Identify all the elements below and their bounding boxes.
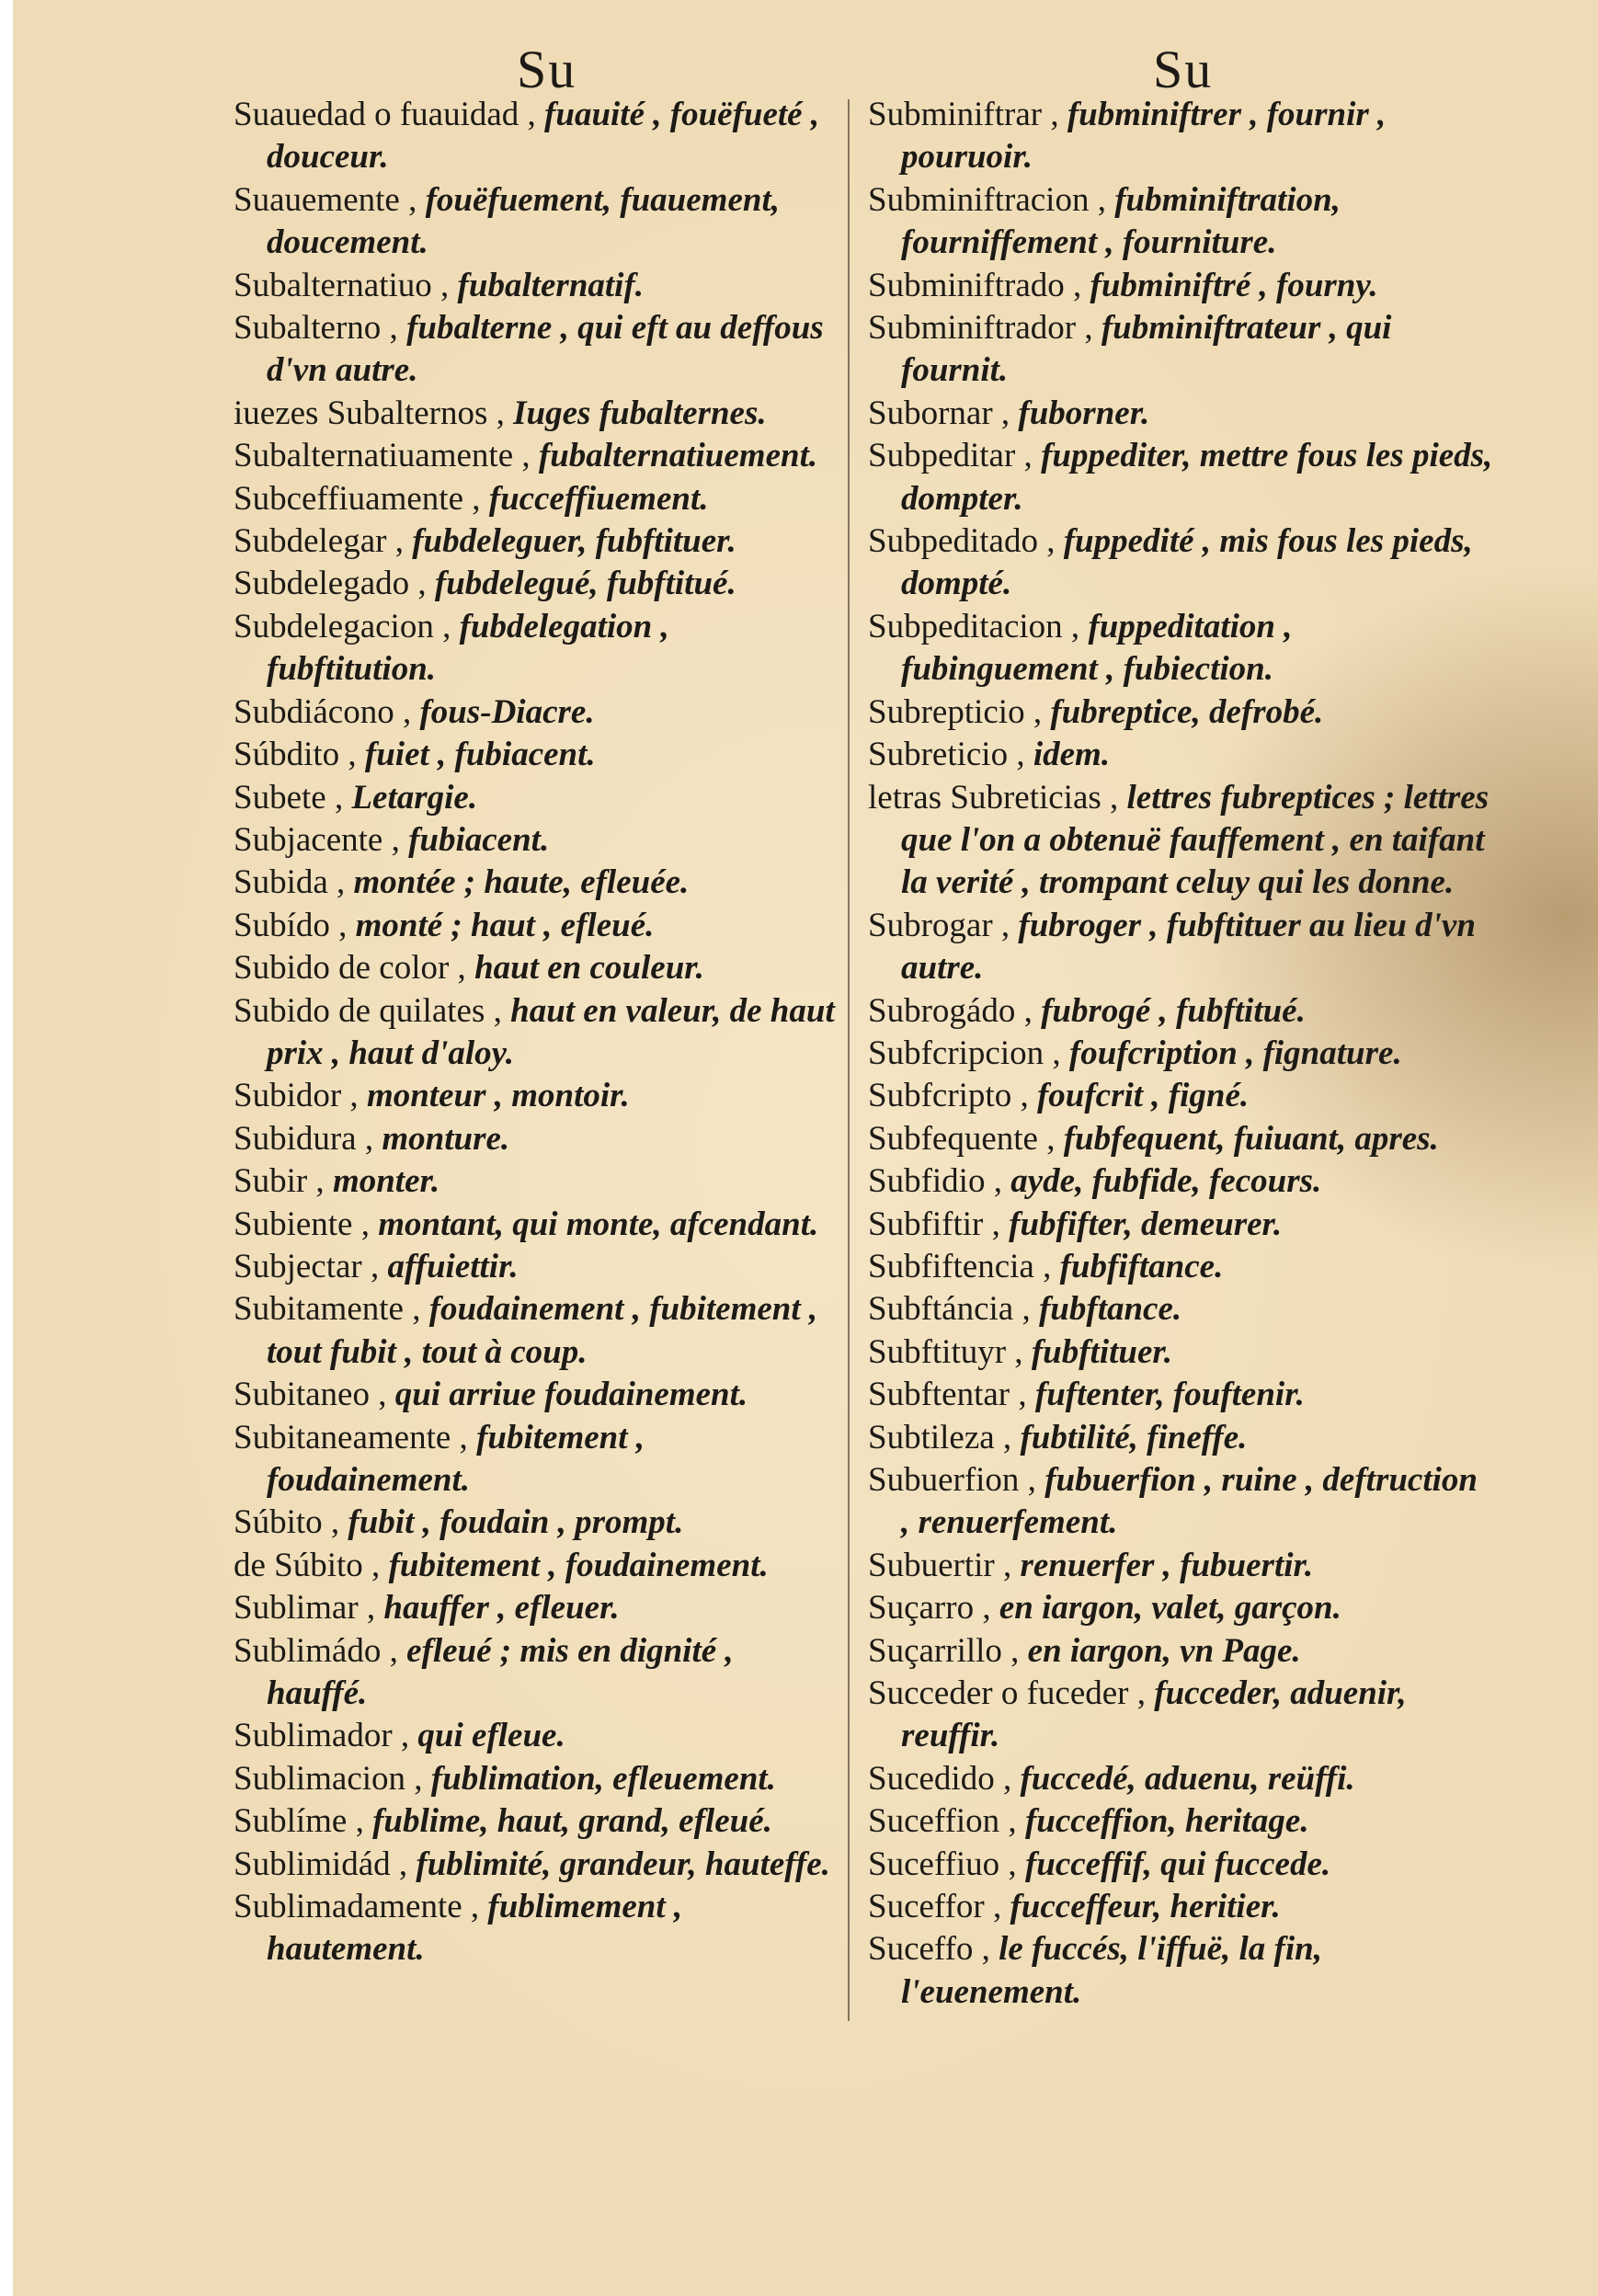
spanish-headword: Subfcripcion , [868,1034,1061,1072]
dictionary-entry [234,947,836,989]
dictionary-entry [234,435,836,477]
spanish-headword: Subjacente , [234,820,400,859]
french-translation: fublime, haut, grand, efleué. [372,1802,772,1841]
spanish-headword: Subidor , [234,1077,359,1115]
spanish-headword: Sublíme , [234,1802,364,1841]
french-translation: montée ; haute, efleuée. [353,863,690,902]
spanish-headword: Subuertir , [868,1546,1012,1584]
dictionary-entry [234,1587,836,1629]
spanish-headword: Subida , [234,863,346,902]
left-column [234,94,836,1971]
spanish-headword: Suceffion , [868,1802,1017,1841]
dictionary-entry [234,393,836,435]
dictionary-entry [868,1160,1493,1203]
dictionary-entry [234,1374,836,1416]
spanish-headword: Subdelegado , [234,565,427,603]
spanish-headword: Subfidio , [868,1162,1002,1201]
spanish-headword: Subpeditacion , [868,607,1080,645]
dictionary-entry [234,1545,836,1587]
dictionary-entry [868,393,1493,435]
dictionary-entry [868,691,1493,734]
dictionary-entry [234,1886,836,1971]
spanish-headword: Suauemente , [234,180,417,219]
french-translation: fubftance. [1038,1290,1182,1329]
spanish-headword: Subrogádo , [868,991,1033,1030]
dictionary-entry [868,1630,1493,1673]
spanish-headword: Subceffiuamente , [234,479,481,518]
dictionary-entry [234,563,836,605]
dictionary-entry [868,179,1493,265]
dictionary-entry [868,1928,1493,2014]
french-translation: fubdeleguer, fubftituer. [412,522,736,561]
french-translation: fous-Diacre. [419,692,595,731]
spanish-headword: Subdiácono , [234,692,412,731]
french-translation: fubfiftance. [1059,1247,1224,1285]
dictionary-entry [868,1246,1493,1288]
french-translation: efleué ; mis en dignité , hauffé. [267,1631,734,1713]
french-translation: fubitement , foudainement. [267,1418,645,1499]
french-translation: fubminiftrateur , qui fournit. [901,309,1392,390]
dictionary-entry [868,1758,1493,1800]
french-translation: fucceffif, qui fuccede. [1024,1845,1331,1883]
spanish-headword: Subrogar , [868,906,1010,944]
dictionary-entry [234,94,836,179]
spanish-headword: Suçarro , [868,1589,991,1628]
french-translation: fucceffeur, heritier. [1010,1888,1281,1926]
spanish-headword: Subalterno , [234,309,398,348]
dictionary-entry [868,1118,1493,1160]
dictionary-entry [234,1288,836,1374]
spanish-headword: Subminiftracion , [868,180,1106,219]
spanish-headword: letras Subreticias , [868,778,1119,817]
french-translation: idem. [1033,736,1111,774]
dictionary-entry [234,1417,836,1502]
dictionary-entry [234,1758,836,1800]
french-translation: monteur , montoir. [366,1077,630,1115]
dictionary-entry [234,307,836,393]
french-translation: ayde, fubfide, fecours. [1010,1162,1322,1201]
spanish-headword: Succeder o fuceder , [868,1674,1146,1713]
dictionary-entry [234,1075,836,1117]
dictionary-entry [868,1545,1493,1587]
column-divider [848,99,850,2021]
french-translation: fouëfuement, fuauement, doucement. [267,180,780,262]
french-translation: lettres fubreptices ; lettres que l'on a obtenuë fauffement , en taifant la verité , trompant celuy qui les donne. [901,778,1490,902]
french-translation: fuppedité , mis fous les pieds, dompté. [901,522,1473,603]
french-translation: fubfifter, demeurer. [1009,1205,1283,1243]
spanish-headword: Súbdito , [234,736,357,774]
dictionary-entry [868,1459,1493,1545]
spanish-headword: Subido de color , [234,949,466,988]
french-translation: fubitement , foudainement. [388,1546,769,1584]
french-translation: fucceffion, heritage. [1024,1802,1309,1841]
french-translation: montant, qui monte, afcendant. [378,1205,819,1243]
french-translation: fubiacent. [408,820,550,859]
french-translation: hauffer , efleuer. [383,1589,620,1628]
spanish-headword: Subalternatiuamente , [234,437,531,475]
spanish-headword: Subreticio , [868,736,1025,774]
dictionary-entry [234,1844,836,1886]
spanish-headword: Sublimacion , [234,1759,423,1798]
french-translation: fubminiftré , fourny. [1090,266,1378,304]
french-translation: fubdelegué, fubftitué. [434,565,736,603]
dictionary-entry [868,990,1493,1033]
spanish-headword: Subpeditado , [868,522,1056,561]
dictionary-entry [868,1800,1493,1843]
running-head-right: Su [1153,40,1214,99]
french-translation: foudainement , fubitement , tout fubit , tout à coup. [267,1290,818,1371]
dictionary-entry [234,1160,836,1203]
dictionary-entry [234,179,836,265]
spanish-headword: Subrepticio , [868,692,1043,731]
spanish-headword: Subdelegacion , [234,607,451,645]
french-translation: fuiet , fubiacent. [364,736,596,774]
spanish-headword: Subftáncia , [868,1290,1031,1329]
spanish-headword: Suceffiuo , [868,1845,1017,1883]
spanish-headword: Subftentar , [868,1376,1027,1414]
spanish-headword: Subete , [234,778,344,817]
french-translation: Letargie. [351,778,478,817]
spanish-headword: Subminiftrar , [868,96,1059,133]
spanish-headword: de Súbito , [234,1546,381,1584]
dictionary-entry [234,1630,836,1716]
french-translation: monter. [332,1162,440,1201]
spanish-headword: iuezes Subalternos , [234,394,505,432]
dictionary-entry [868,1331,1493,1374]
right-column [868,94,1493,2014]
dictionary-entry [868,606,1493,691]
dictionary-entry [868,1288,1493,1331]
dictionary-entry [234,1502,836,1544]
spanish-headword: Suauedad o fuauidad , [234,96,536,133]
spanish-headword: Subitaneamente , [234,1418,468,1456]
french-translation: fucceder, aduenir, reuffir. [901,1674,1407,1755]
french-translation: fuftenter, fouftenir. [1034,1376,1305,1414]
french-translation: haut en valeur, de haut prix , haut d'aloy. [267,991,835,1072]
spanish-headword: Subftituyr , [868,1332,1023,1371]
french-translation: fubminiftrer , fournir , pouruoir. [901,96,1387,177]
dictionary-entry [234,990,836,1076]
spanish-headword: Subminiftrado , [868,266,1082,304]
french-translation: fubit , foudain , prompt. [348,1503,684,1542]
spanish-headword: Subdelegar , [234,522,404,561]
dictionary-entry [234,905,836,947]
french-translation: fubalterne , qui eft au deffous d'vn autre. [267,309,824,390]
french-translation: fubtilité, fineffe. [1020,1418,1248,1456]
dictionary-entry [234,777,836,819]
dictionary-entry [868,520,1493,606]
spanish-headword: Subtileza , [868,1418,1012,1456]
dictionary-entry [234,478,836,520]
french-translation: monté ; haut , efleué. [355,906,655,944]
dictionary-entry [234,606,836,691]
french-translation: fublimité, grandeur, hauteffe. [416,1845,830,1883]
spanish-headword: Subalternatiuo , [234,266,450,304]
spanish-headword: Sublimadamente , [234,1888,480,1926]
french-translation: fuborner. [1018,394,1150,432]
dictionary-entry [868,435,1493,520]
spanish-headword: Subornar , [868,394,1010,432]
dictionary-entry [868,1587,1493,1629]
french-translation: fublimement , hautement. [267,1888,683,1969]
spanish-headword: Sublimar , [234,1589,376,1628]
dictionary-entry [868,734,1493,776]
spanish-headword: Subuerfion , [868,1461,1036,1499]
dictionary-entry [868,265,1493,307]
french-translation: fubrogé , fubftitué. [1041,991,1306,1030]
dictionary-entry [234,1118,836,1160]
running-head-left: Su [517,40,577,99]
french-translation: haut en couleur. [474,949,704,988]
dictionary-entry [234,520,836,563]
spanish-headword: Súbito , [234,1503,340,1542]
spanish-headword: Subido de quilates , [234,991,502,1030]
dictionary-entry [868,1374,1493,1416]
dictionary-entry [868,777,1493,905]
spanish-headword: Sublimador , [234,1717,410,1755]
dictionary-entry [868,1886,1493,1928]
spanish-headword: Sucedido , [868,1759,1012,1798]
spanish-headword: Subiente , [234,1205,370,1243]
dictionary-entry [868,1033,1493,1075]
french-translation: en iargon, valet, garçon. [999,1589,1341,1628]
dictionary-entry [234,265,836,307]
dictionary-entry [868,1204,1493,1246]
dictionary-entry [868,1075,1493,1117]
spanish-headword: Suçarrillo , [868,1631,1020,1670]
book-page [13,0,1598,2296]
spanish-headword: Subfiftencia , [868,1247,1052,1285]
spanish-headword: Subitaneo , [234,1376,387,1414]
french-translation: fuccedé, aduenu, reüffi. [1020,1759,1355,1798]
french-translation: foufcrit , figné. [1036,1077,1250,1115]
dictionary-entry [234,1800,836,1843]
dictionary-entry [234,1246,836,1288]
spanish-headword: Sublimidád , [234,1845,408,1883]
french-translation: fuppeditation , fubinguement , fubiection. [901,607,1293,689]
dictionary-entry [234,691,836,734]
french-translation: fubminiftration, fourniffement , fourniture. [901,180,1341,262]
french-translation: fucceffiuement. [488,479,709,518]
french-translation: fubftituer. [1031,1332,1172,1371]
french-translation: fubdelegation , fubftitution. [267,607,669,689]
french-translation: fuppediter, mettre fous les pieds, dompter. [901,437,1493,518]
spanish-headword: Sublimádo , [234,1631,398,1670]
french-translation: fubalternatif. [457,266,645,304]
french-translation: fubuerfion , ruine , deftruction , renuerfement. [901,1461,1478,1542]
french-translation: fubfequent, fuiuant, apres. [1063,1119,1439,1158]
dictionary-entry [234,734,836,776]
french-translation: foufcription , fignature. [1068,1034,1402,1072]
french-translation: en iargon, vn Page. [1027,1631,1301,1670]
spanish-headword: Subído , [234,906,348,944]
dictionary-entry [868,1673,1493,1758]
spanish-headword: Subminiftrador , [868,309,1093,348]
spanish-headword: Subfcripto , [868,1077,1029,1115]
dictionary-entry [868,1417,1493,1459]
spanish-headword: Suceffo , [868,1930,990,1969]
french-translation: monture. [382,1119,510,1158]
french-translation: qui arriue foudainement. [394,1376,748,1414]
french-translation: fubroger , fubftituer au lieu d'vn autre. [901,906,1476,988]
french-translation: qui efleue. [417,1717,565,1755]
dictionary-entry [234,862,836,904]
dictionary-entry [234,1715,836,1757]
french-translation: Iuges fubalternes. [513,394,767,432]
dictionary-entry [868,1844,1493,1886]
french-translation: fublimation, efleuement. [430,1759,776,1798]
spanish-headword: Subir , [234,1162,325,1201]
french-translation: fubalternatiuement. [538,437,818,475]
spanish-headword: Suceffor , [868,1888,1002,1926]
dictionary-entry [868,905,1493,990]
spanish-headword: Subfiftir , [868,1205,1000,1243]
french-translation: fubreptice, defrobé. [1050,692,1324,731]
dictionary-entry [868,94,1493,179]
spanish-headword: Subpeditar , [868,437,1033,475]
spanish-headword: Subitamente , [234,1290,421,1329]
spanish-headword: Subfequente , [868,1119,1056,1158]
spanish-headword: Subidura , [234,1119,374,1158]
dictionary-entry [234,1204,836,1246]
spanish-headword: Subjectar , [234,1247,380,1285]
dictionary-entry [234,819,836,862]
french-translation: fuauité , fouëfueté , douceur. [267,96,820,177]
dictionary-entry [868,307,1493,393]
french-translation: renuerfer , fubuertir. [1020,1546,1314,1584]
french-translation: le fuccés, l'iffuë, la fin, l'euenement. [901,1930,1322,2011]
french-translation: affuiettir. [387,1247,519,1285]
